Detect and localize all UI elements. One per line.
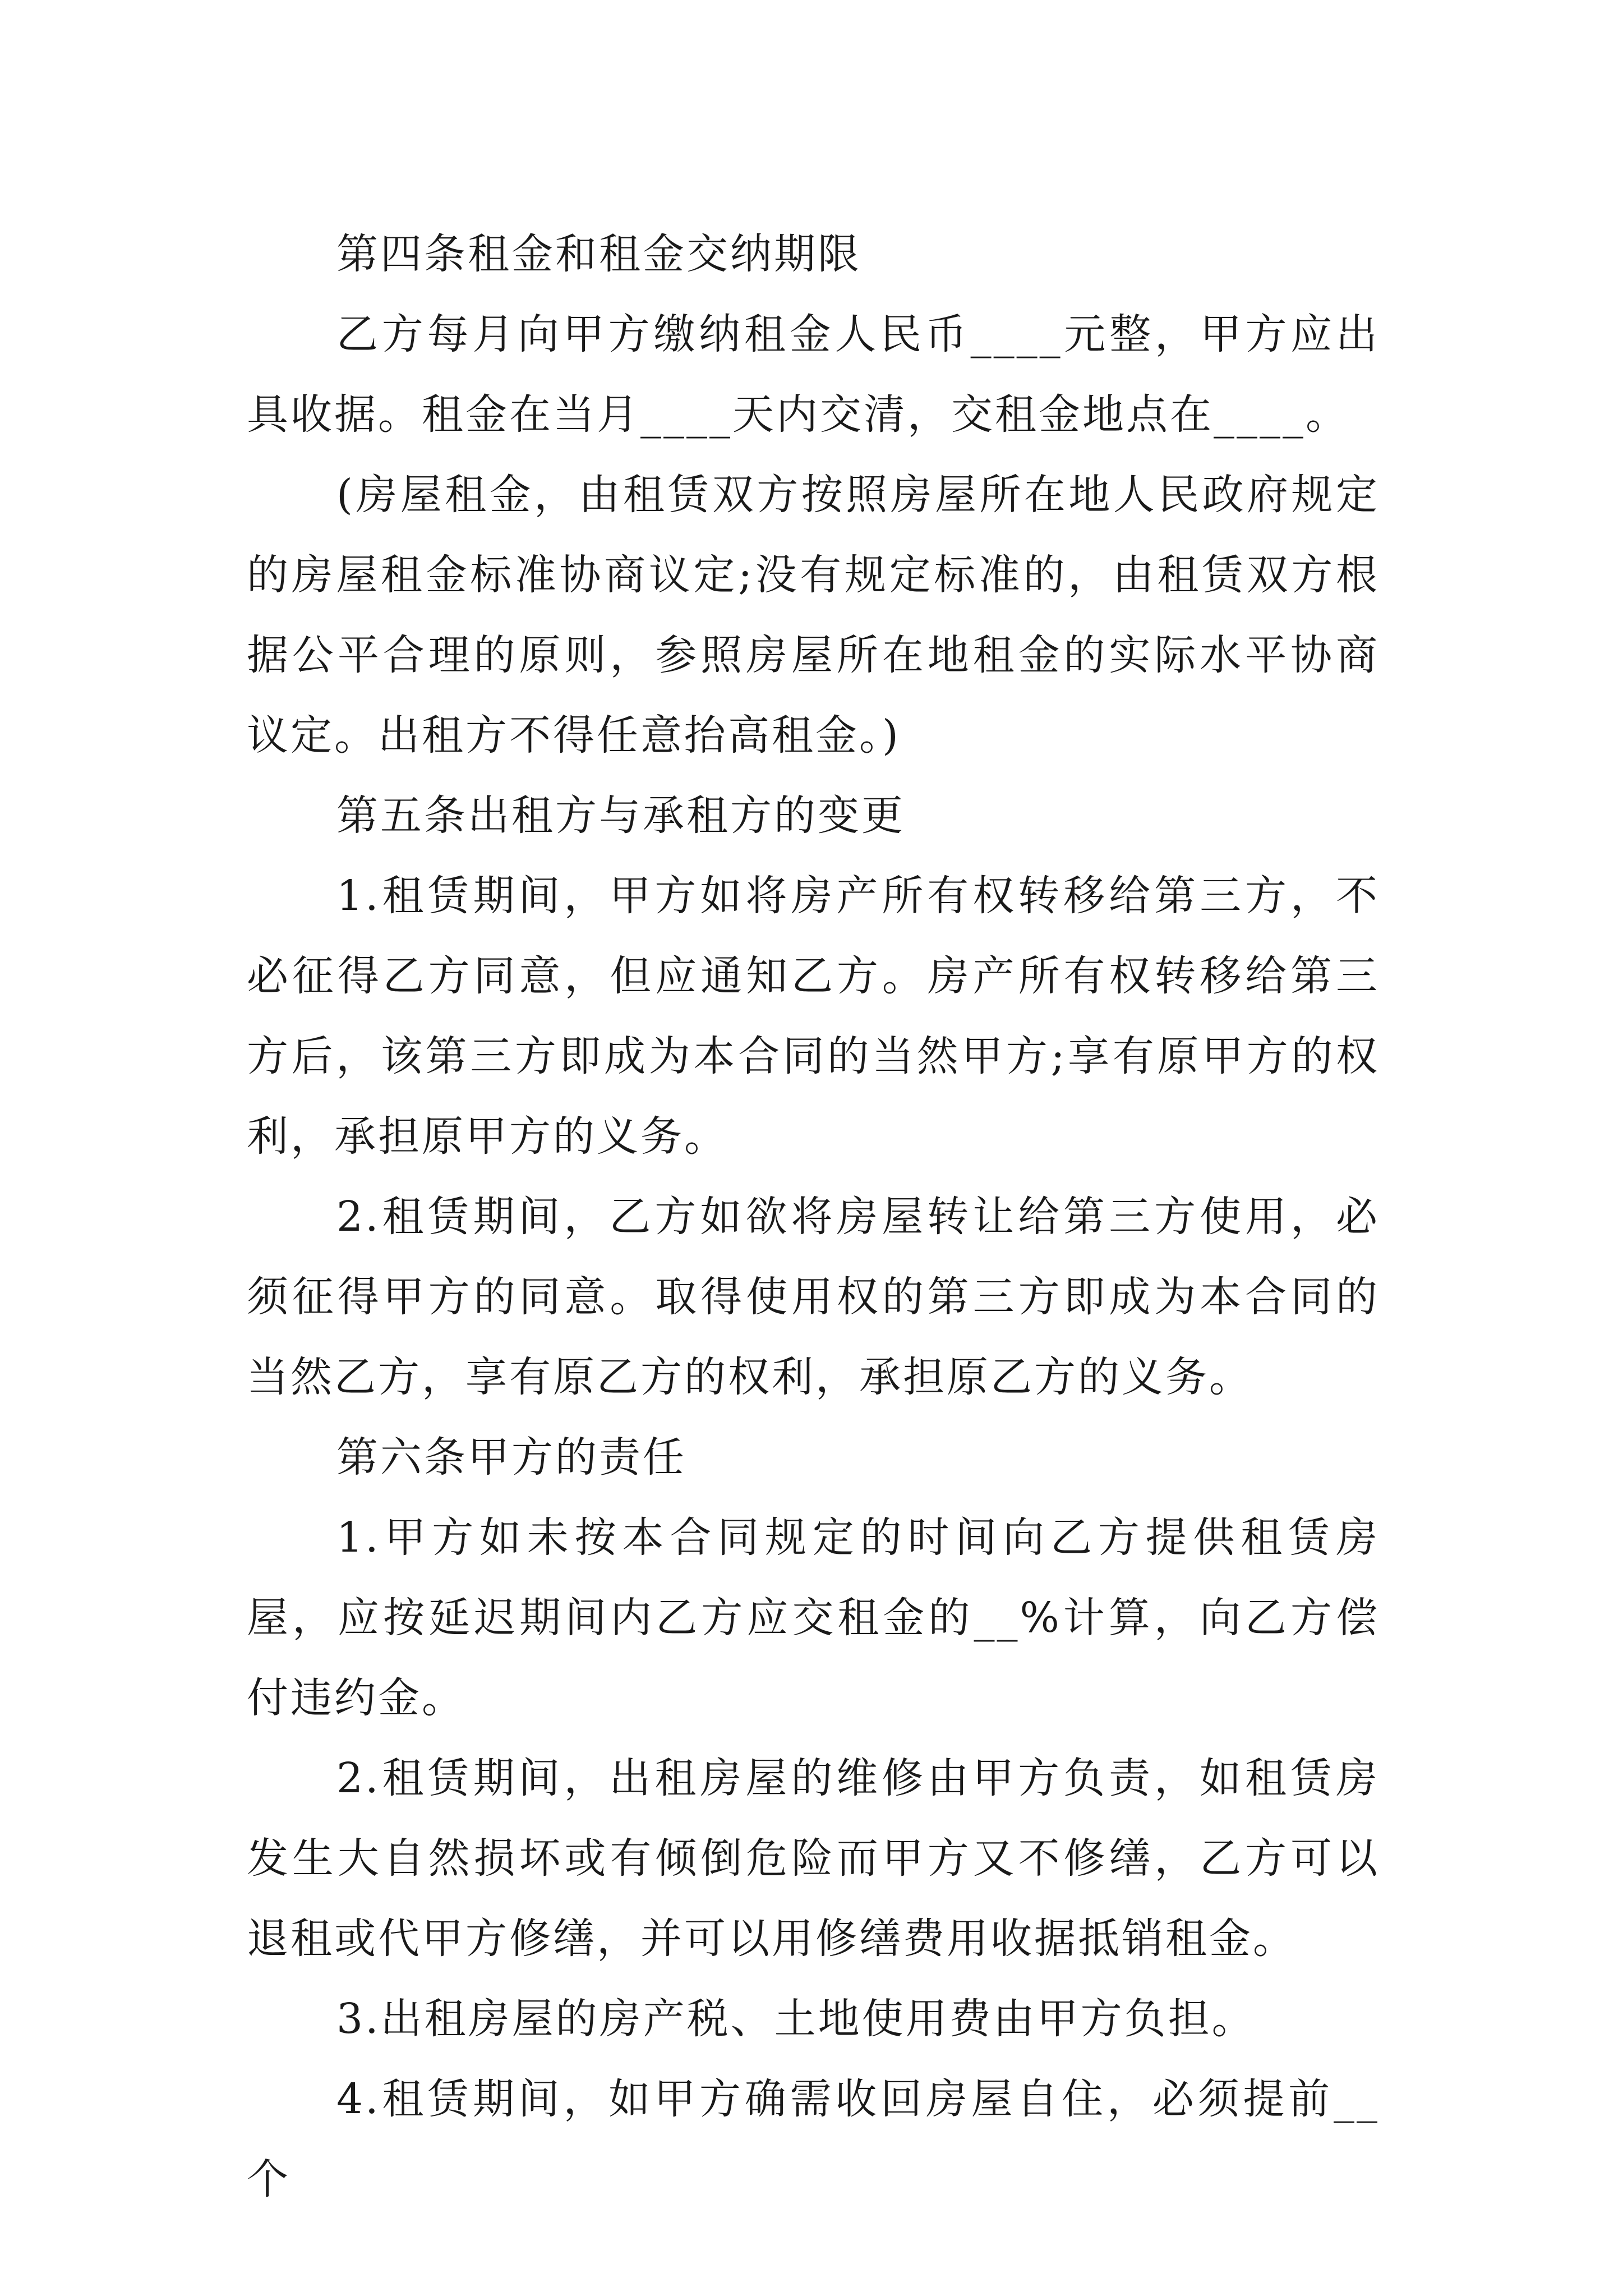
article-6-clause-3: 3.出租房屋的房产税、土地使用费由甲方负担。 <box>336 1995 1256 2043</box>
article-6-clause-2: 2.租赁期间，出租房屋的维修由甲方负责，如租赁房发生大自然损坏或有倾倒危险而甲方又不修缮，乙方可以退租或代甲方修缮，并可以用修缮费用收据抵销租金。 <box>247 1754 1380 1963</box>
article-5-clause-2: 2.租赁期间，乙方如欲将房屋转让给第三方使用，必须征得甲方的同意。取得使用权的第三方即成为本合同的当然乙方，享有原乙方的权利，承担原乙方的义务。 <box>247 1193 1380 1401</box>
article-6-clause-1: 1.甲方如未按本合同规定的时间向乙方提供租赁房屋，应按延迟期间内乙方应交租金的__%计算，向乙方偿付违约金。 <box>247 1513 1380 1722</box>
article-6-clause-4: 4.租赁期间，如甲方确需收回房屋自住，必须提前__个 <box>247 2075 1380 2203</box>
article-5-heading: 第五条出租方与承租方的变更 <box>336 792 905 840</box>
article-4-heading: 第四条租金和租金交纳期限 <box>336 230 861 278</box>
document-body <box>247 214 1380 2220</box>
article-4-paragraph-1: 乙方每月向甲方缴纳租金人民币____元整，甲方应出具收据。租金在当月____天内交清，交租金地点在____。 <box>247 310 1380 439</box>
article-5-clause-1: 1.租赁期间，甲方如将房产所有权转移给第三方，不必征得乙方同意，但应通知乙方。房产所有权转移给第三方后，该第三方即成为本合同的当然甲方;享有原甲方的权利，承担原甲方的义务。 <box>247 872 1380 1161</box>
article-4-paragraph-2: (房屋租金，由租赁双方按照房屋所在地人民政府规定的房屋租金标准协商议定;没有规定标准的，由租赁双方根据公平合理的原则，参照房屋所在地租金的实际水平协商议定。出租方不得任意抬高租金。) <box>247 471 1380 760</box>
article-6-heading: 第六条甲方的责任 <box>336 1433 686 1481</box>
